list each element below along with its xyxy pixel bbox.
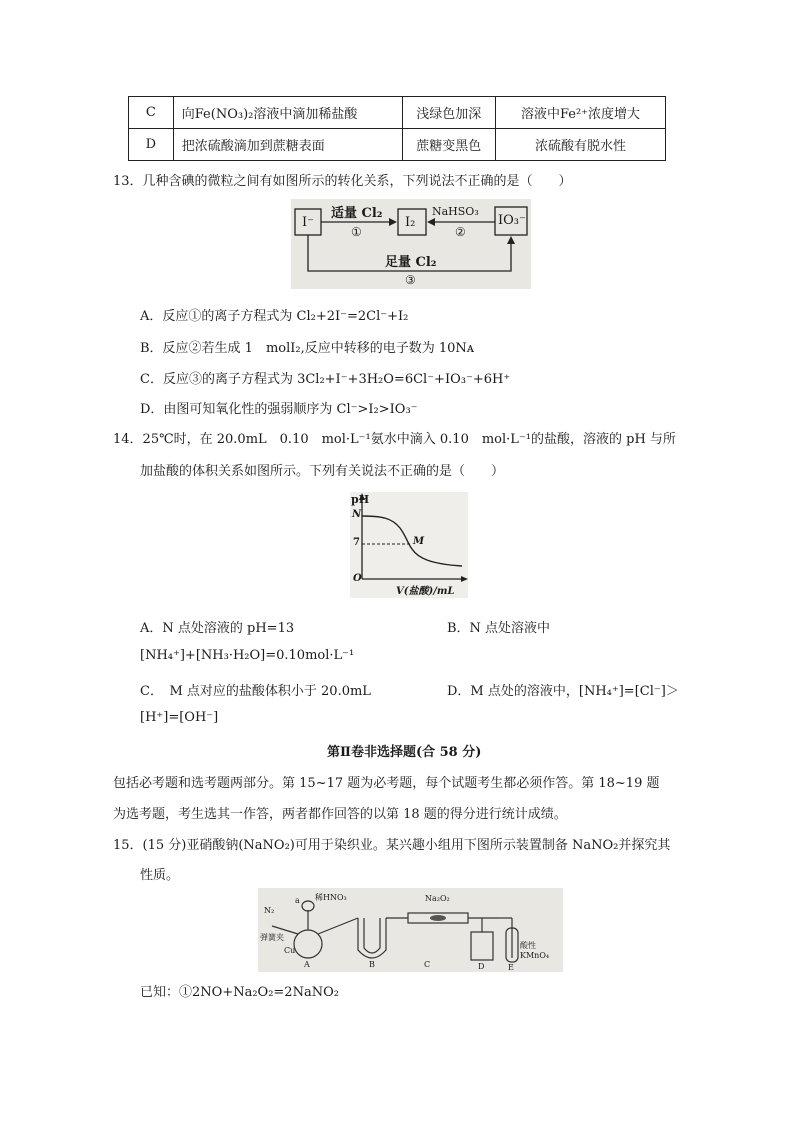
label-A: A xyxy=(304,960,310,969)
label-B: B xyxy=(369,960,375,969)
label-dilute-hno3: 稀HNO₃ xyxy=(315,893,347,902)
chart-point-m: M xyxy=(413,536,425,547)
q14-option-b-cont: [NH₄⁺]+[NH₃·H₂O]=0.10mol·L⁻¹ xyxy=(140,648,355,663)
row-phenomenon: 蔗糖变黑色 xyxy=(402,129,495,161)
chart-origin: O xyxy=(353,573,362,584)
label-kmno4: 酸性KMnO₄ xyxy=(520,941,550,960)
q13-option-a: A．反应①的离子方程式为 Cl₂+2I⁻=2Cl⁻+I₂ xyxy=(140,309,409,324)
q15-stem-line1: 15．(15 分)亚硝酸钠(NaNO₂)可用于染织业。某兴趣小组用下图所示装置制备 NaNO₂并探究其 xyxy=(113,838,671,853)
chart-point-n: N xyxy=(352,509,362,520)
row-conclusion: 溶液中Fe²⁺浓度增大 xyxy=(496,97,666,129)
q13-option-d: D．由图可知氧化性的强弱顺序为 Cl⁻>I₂>IO₃⁻ xyxy=(140,402,418,417)
section-intro-line2: 为选考题，考生选其一作答，两者都作回答的以第 18 题的得分进行统计成绩。 xyxy=(113,807,567,822)
arrow1-number: ① xyxy=(351,225,362,239)
label-n2: N₂ xyxy=(264,906,275,915)
q14-stem-line2: 加盐酸的体积关系如图所示。下列有关说法不正确的是（ ） xyxy=(140,464,505,479)
label-C: C xyxy=(424,960,431,969)
q13-option-b: B．反应②若生成 1 molI₂,反应中转移的电子数为 10Nᴀ xyxy=(140,341,475,356)
chart-tick-7: 7 xyxy=(353,537,360,548)
table-row xyxy=(129,97,666,129)
q15-stem-line2: 性质。 xyxy=(140,868,180,883)
row-conclusion: 浓硫酸有脱水性 xyxy=(496,129,666,161)
box-iodine: I₂ xyxy=(405,215,416,230)
box-iodate: IO₃⁻ xyxy=(498,213,526,228)
arrow1-label: 适量 Cl₂ xyxy=(331,206,383,221)
arrow3-label: 足量 Cl₂ xyxy=(385,255,437,270)
arrow2-number: ② xyxy=(455,225,466,239)
arrow2-label: NaHSO₃ xyxy=(432,205,479,218)
q14-option-c: C． M 点对应的盐酸体积小于 20.0mL xyxy=(140,684,371,699)
chart-y-label: pH xyxy=(351,493,370,506)
section-intro-line1: 包括必考题和选考题两部分。第 15~17 题为必考题，每个试题考生都必须作答。第 18~19 题 xyxy=(113,776,660,791)
q15-known: 已知：①2NO+Na₂O₂=2NaNO₂ xyxy=(140,985,339,1000)
ph-titration-chart xyxy=(350,492,468,598)
label-D: D xyxy=(478,962,485,971)
table-row xyxy=(129,129,666,161)
section-title: 第Ⅱ卷非选择题(合 58 分) xyxy=(327,745,482,760)
q13-stem: 13．几种含碘的微粒之间有如图所示的转化关系，下列说法不正确的是（ ） xyxy=(113,174,572,189)
arrow3-number: ③ xyxy=(405,273,416,287)
options-table xyxy=(128,96,666,161)
label-E: E xyxy=(508,963,514,972)
q14-option-d: D．M 点处的溶液中，[NH₄⁺]=[Cl⁻]＞ xyxy=(447,684,679,699)
label-cu: Cu xyxy=(284,946,296,955)
iodine-conversion-diagram xyxy=(291,199,531,289)
row-letter: C xyxy=(129,97,174,129)
chart-x-label: V(盐酸)/mL xyxy=(396,586,455,597)
row-phenomenon: 浅绿色加深 xyxy=(402,97,495,129)
row-letter: D xyxy=(129,129,174,161)
q14-stem-line1: 14．25℃时，在 20.0mL 0.10 mol·L⁻¹氨水中滴入 0.10 mol·L⁻¹的盐酸，溶液的 pH 与所 xyxy=(113,432,676,447)
row-operation: 向Fe(NO₃)₂溶液中滴加稀盐酸 xyxy=(173,97,402,129)
box-iodide: I⁻ xyxy=(302,215,314,230)
q14-option-d-cont: [H⁺]=[OH⁻] xyxy=(140,710,219,725)
label-a: a xyxy=(295,896,300,905)
q13-option-c: C．反应③的离子方程式为 3Cl₂+I⁻+3H₂O=6Cl⁻+IO₃⁻+6H⁺ xyxy=(140,372,511,387)
q14-option-a: A．N 点处溶液的 pH=13 xyxy=(140,621,295,636)
label-na2o2: Na₂O₂ xyxy=(425,894,450,903)
q14-option-b: B．N 点处溶液中 xyxy=(447,621,551,636)
apparatus-diagram xyxy=(258,888,563,972)
row-operation: 把浓硫酸滴加到蔗糖表面 xyxy=(173,129,402,161)
label-clamp: 弹簧夹 xyxy=(260,933,284,942)
